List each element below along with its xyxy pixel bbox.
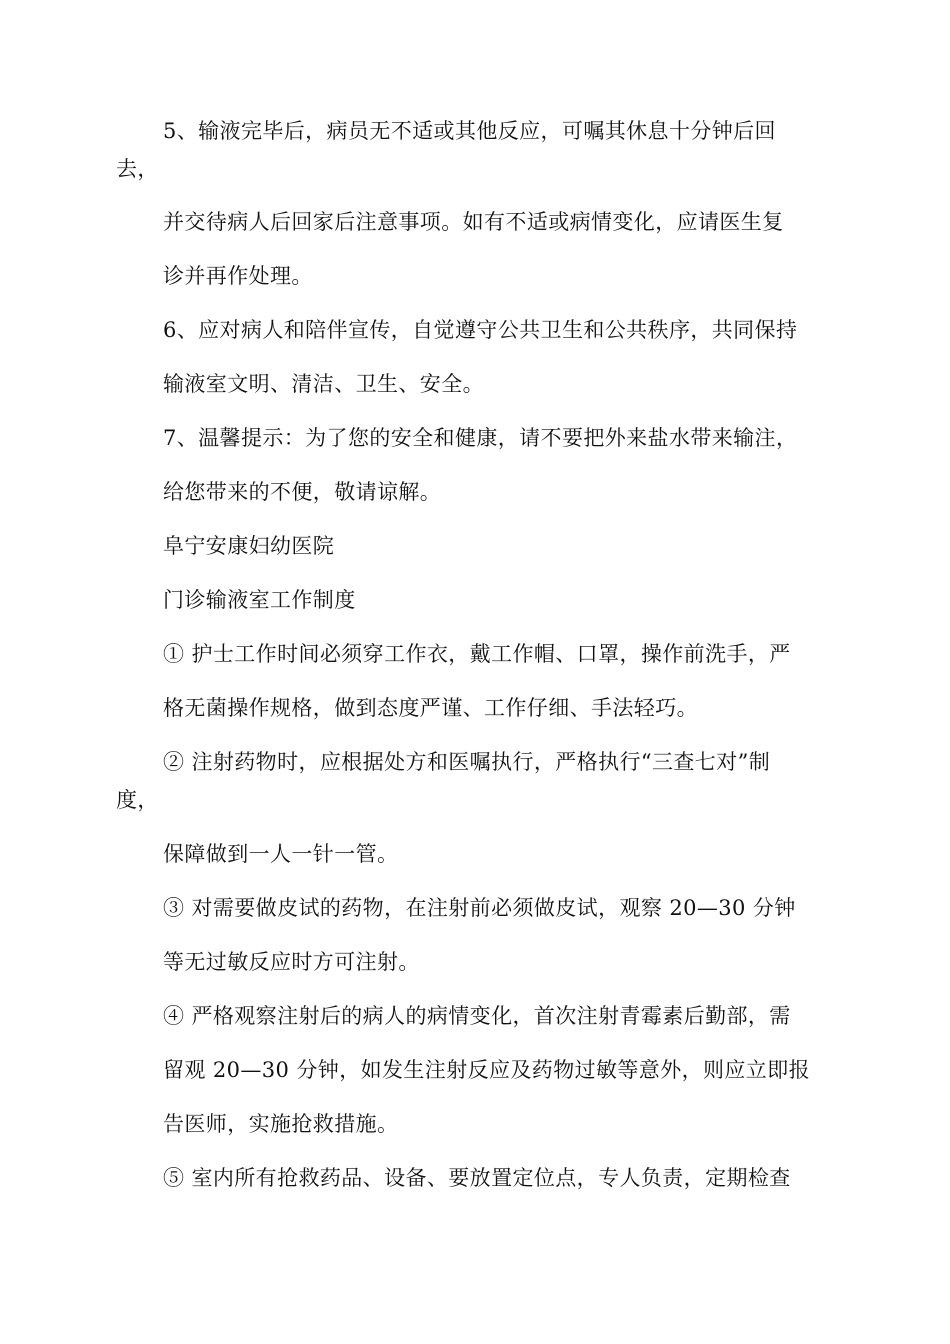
text-line: 诊并再作处理。 bbox=[163, 264, 313, 288]
text-line: ⑤ 室内所有抢救药品、设备、要放置定位点，专人负责，定期检查 bbox=[163, 1166, 791, 1190]
text-line: 6、应对病人和陪伴宣传，自觉遵守公共卫生和公共秩序，共同保持 bbox=[163, 318, 798, 342]
text-line: 等无过敏反应时方可注射。 bbox=[163, 950, 420, 974]
text-line: 保障做到一人一针一管。 bbox=[163, 842, 399, 866]
text-line: ① 护士工作时间必须穿工作衣，戴工作帽、口罩，操作前洗手，严 bbox=[163, 642, 791, 666]
text-line: ④ 严格观察注射后的病人的病情变化，首次注射青霉素后勤部，需 bbox=[163, 1004, 791, 1028]
text-line: 5、输液完毕后，病员无不适或其他反应，可嘱其休息十分钟后回 bbox=[163, 119, 776, 143]
text-line: 度， bbox=[116, 788, 159, 812]
text-line: 告医师，实施抢救措施。 bbox=[163, 1112, 399, 1136]
text-line: ② 注射药物时，应根据处方和医嘱执行，严格执行“三查七对”制 bbox=[163, 750, 771, 774]
text-line: 并交待病人后回家后注意事项。如有不适或病情变化，应请医生复 bbox=[163, 210, 784, 234]
text-line: 给您带来的不便，敬请谅解。 bbox=[163, 480, 442, 504]
text-line: 输液室文明、清洁、卫生、安全。 bbox=[163, 372, 484, 396]
text-line: 去， bbox=[116, 157, 159, 181]
text-line: 阜宁安康妇幼医院 bbox=[163, 534, 335, 558]
text-line: 格无菌操作规格，做到态度严谨、工作仔细、手法轻巧。 bbox=[163, 696, 698, 720]
text-line: 门诊输液室工作制度 bbox=[163, 588, 356, 612]
text-line: 7、温馨提示：为了您的安全和健康，请不要把外来盐水带来输注， bbox=[163, 426, 798, 450]
text-line: 留观 20—30 分钟，如发生注射反应及药物过敏等意外，则应立即报 bbox=[163, 1058, 810, 1082]
text-line: ③ 对需要做皮试的药物，在注射前必须做皮试，观察 20—30 分钟 bbox=[163, 896, 796, 920]
